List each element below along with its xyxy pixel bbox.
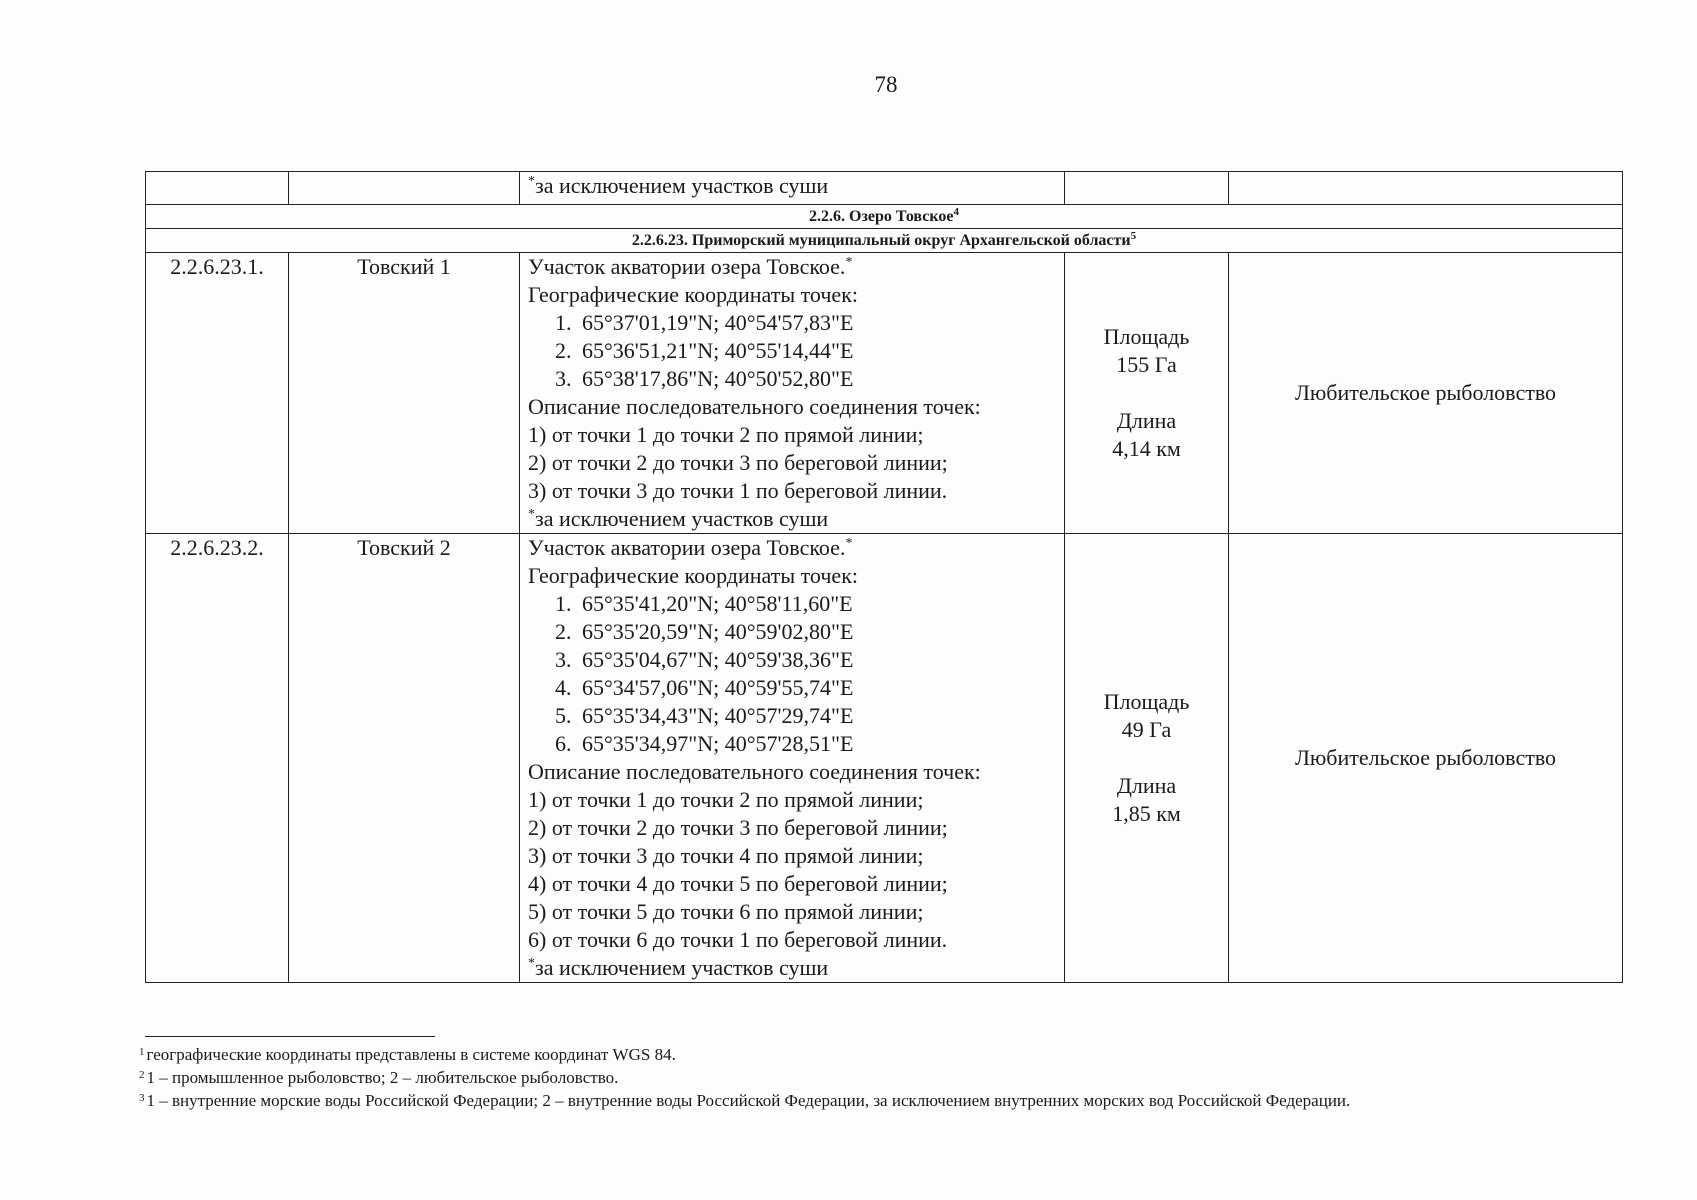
connection-line: 6) от точки 6 до точки 1 по береговой линии. [528,927,948,952]
continuation-row [146,172,1623,205]
area-value: 155 Га [1116,352,1177,377]
empty-cell [146,172,289,205]
footnotes [139,1043,1639,1112]
continuation-note: *за исключением участков суши [520,172,1065,205]
area-label: Площадь [1103,324,1190,349]
measurements [1065,253,1229,534]
coordinate-point: 4. 65°34'57,06"N; 40°59'55,74"E [555,675,854,700]
connection-label: Описание последовательного соединения точек: [528,394,981,419]
site-note: *за исключением участков суши [528,506,829,531]
coordinate-point: 3. 65°35'04,67"N; 40°59'38,36"E [555,647,854,672]
section-header-row [146,205,1623,229]
coordinate-point: 1. 65°35'41,20"N; 40°58'11,60"E [555,591,853,616]
fishing-type: Любительское рыболовство [1229,253,1623,534]
fishing-type: Любительское рыболовство [1229,534,1623,983]
footnote-divider [145,1036,435,1037]
footnote: $^2$ 1 – промышленное рыболовство; 2 – любительское рыболовство. [139,1068,619,1087]
area-label: Площадь [1103,689,1190,714]
measurements [1065,534,1229,983]
site-note: *за исключением участков суши [528,955,829,980]
subsection-header-row [146,229,1623,253]
coords-label: Географические координаты точек: [528,563,858,588]
length-value: 4,14 км [1112,436,1181,461]
section-title: 2.2.6. Озеро Товское$^4$ [146,205,1623,229]
site-intro: Участок акватории озера Товское.* [528,535,853,560]
footnote: $^3$ 1 – внутренние морские воды Российской Федерации; 2 – внутренние воды Российской Федерации, за исключением внутренних морских вод Российской Федерации. [139,1091,1351,1110]
table-row [146,253,1623,534]
connection-line: 1) от точки 1 до точки 2 по прямой линии; [528,787,924,812]
empty-cell [1065,172,1229,205]
empty-cell [289,172,520,205]
connection-label: Описание последовательного соединения точек: [528,759,981,784]
row-number: 2.2.6.23.2. [146,534,289,983]
length-value: 1,85 км [1112,801,1181,826]
footnote: $^1$ географические координаты представлены в системе координат WGS 84. [139,1045,676,1064]
coordinate-point: 1. 65°37'01,19"N; 40°54'57,83"E [555,310,854,335]
row-number: 2.2.6.23.1. [146,253,289,534]
connection-line: 3) от точки 3 до точки 1 по береговой линии. [528,478,948,503]
length-label: Длина [1116,408,1177,433]
page-number: 78 [874,72,898,97]
connection-line: 5) от точки 5 до точки 6 по прямой линии; [528,899,924,924]
coords-label: Географические координаты точек: [528,282,858,307]
site-description [520,534,1065,983]
coordinate-point: 5. 65°35'34,43"N; 40°57'29,74"E [555,703,854,728]
site-intro: Участок акватории озера Товское.* [528,254,853,279]
subsection-title: 2.2.6.23. Приморский муниципальный округ Архангельской области$^5$ [146,229,1623,253]
length-label: Длина [1116,773,1177,798]
site-name: Товский 2 [289,534,520,983]
coordinate-point: 6. 65°35'34,97"N; 40°57'28,51"E [555,731,854,756]
area-value: 49 Га [1121,717,1172,742]
regulation-table [145,171,1623,983]
table-row [146,534,1623,983]
coordinate-point: 2. 65°35'20,59"N; 40°59'02,80"E [555,619,854,644]
coordinate-point: 3. 65°38'17,86"N; 40°50'52,80"E [555,366,854,391]
connection-line: 4) от точки 4 до точки 5 по береговой линии; [528,871,948,896]
connection-line: 1) от точки 1 до точки 2 по прямой линии; [528,422,924,447]
empty-cell [1229,172,1623,205]
site-description [520,253,1065,534]
coordinate-point: 2. 65°36'51,21"N; 40°55'14,44"E [555,338,854,363]
site-name: Товский 1 [289,253,520,534]
connection-line: 2) от точки 2 до точки 3 по береговой линии; [528,450,948,475]
connection-line: 3) от точки 3 до точки 4 по прямой линии; [528,843,924,868]
connection-line: 2) от точки 2 до точки 3 по береговой линии; [528,815,948,840]
